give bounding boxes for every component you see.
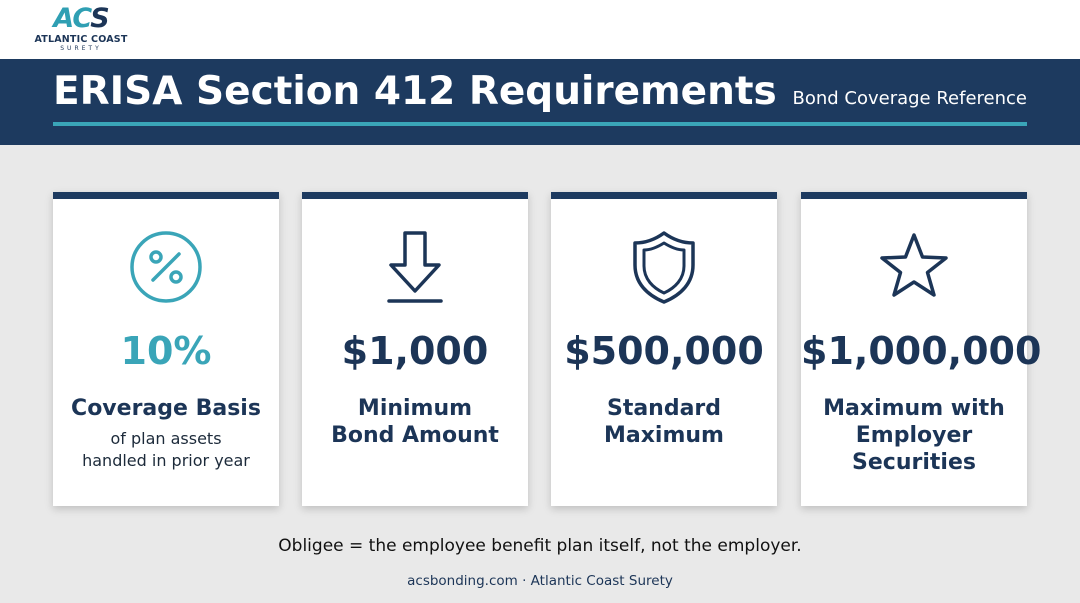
card-maximum-employer-securities [801, 192, 1042, 506]
card-coverage-basis [53, 192, 279, 506]
company-logo[interactable] [26, 4, 136, 54]
card-label: Minimum Bond Amount [331, 396, 499, 448]
card-label: Coverage Basis [71, 396, 261, 421]
card-standard-maximum [551, 192, 777, 506]
card-value: $1,000 [341, 329, 489, 373]
top-bar [0, 0, 1080, 59]
page-title: ERISA Section 412 Requirements [53, 69, 777, 114]
card-minimum-bond [302, 192, 528, 506]
obligee-footnote: Obligee = the employee benefit plan itself, not the employer. [278, 536, 802, 556]
card-value: $500,000 [564, 329, 764, 373]
logo-company-name: ATLANTIC COAST [34, 34, 128, 45]
card-description: of plan assets handled in prior year [82, 429, 250, 470]
star-icon [801, 229, 1027, 309]
percent-icon [53, 229, 279, 309]
title-underline [53, 122, 1027, 126]
page-subtitle: Bond Coverage Reference [792, 88, 1027, 109]
card-value: $1,000,000 [801, 329, 1042, 373]
requirements-cards [53, 192, 1042, 506]
footer-credit[interactable]: acsbonding.com · Atlantic Coast Surety [407, 573, 673, 589]
card-label: Maximum with Employer Securities [823, 396, 1005, 475]
title-banner [0, 59, 1080, 145]
logo-tagline: SURETY [60, 45, 102, 52]
shield-icon [551, 229, 777, 309]
card-value: 10% [120, 329, 212, 373]
card-label: Standard Maximum [604, 396, 724, 448]
download-arrow-icon [302, 229, 528, 309]
logo-mark: ACS [53, 3, 109, 34]
